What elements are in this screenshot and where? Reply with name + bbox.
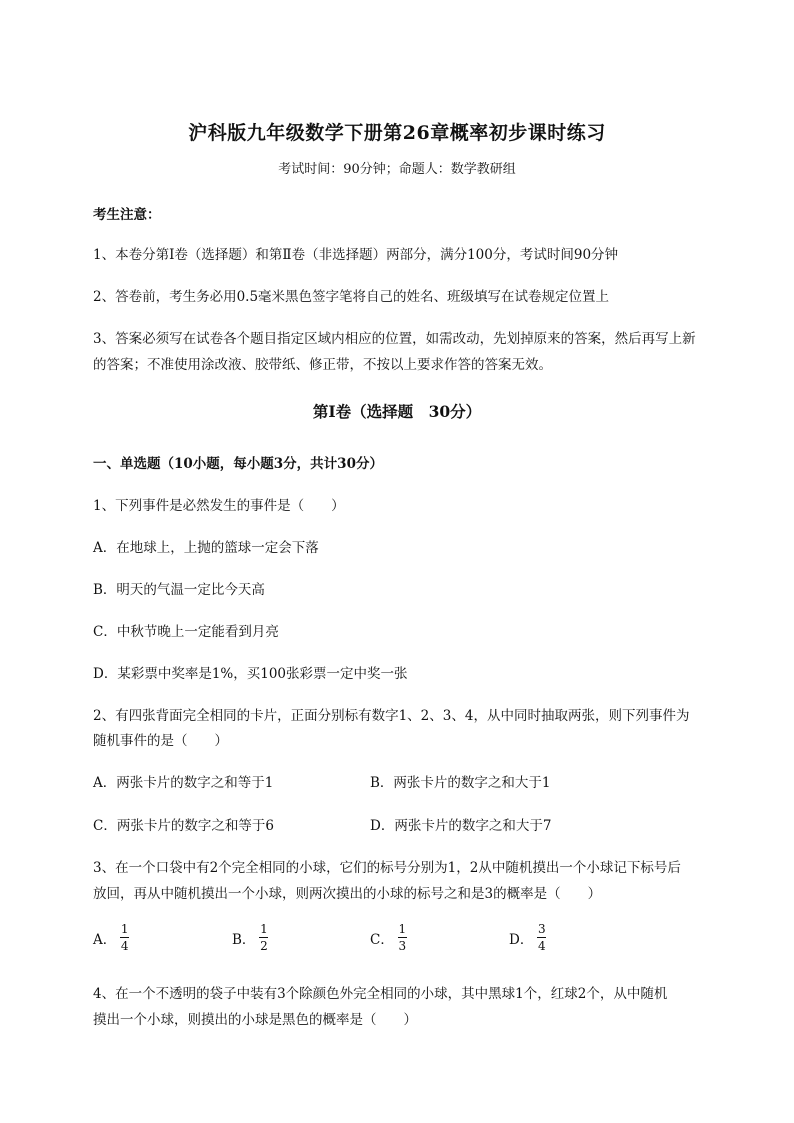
q3-option-b-label: B． [232,931,256,948]
fraction-bar [120,937,129,938]
fraction-denominator: 4 [538,939,546,953]
q3-stem-line2: 放回，再从中随机摸出一个小球，则两次摸出的小球的标号之和是3的概率是（ ） [93,886,602,902]
fraction [120,922,129,953]
notice-item-2: 2、答卷前，考生务必用0.5毫米黑色签字笔将自己的姓名、班级填写在试卷规定位置上 [93,289,610,305]
q3-stem-line1: 3、在一个口袋中有2个完全相同的小球，它们的标号分别为1，2从中随机摸出一个小球记下标号后 [93,860,681,876]
notice-heading: 考生注意： [93,207,161,223]
notice-item-1: 1、本卷分第I卷（选择题）和第Ⅱ卷（非选择题）两部分，满分100分，考试时间90分钟 [93,247,619,263]
q3-option-c [370,922,407,953]
q4-stem-line1: 4、在一个不透明的袋子中装有3个除颜色外完全相同的小球，其中黑球1个，红球2个，从中随机 [93,986,668,1002]
exam-subtitle: 考试时间：90分钟；命题人：数学教研组 [278,162,516,177]
fraction-numerator: 1 [260,922,268,936]
fraction [537,922,546,953]
q1-option-d: D．某彩票中奖率是1%，买100张彩票一定中奖一张 [93,666,408,682]
fraction [259,922,268,953]
q3-option-b [232,922,268,953]
q2-stem-line1: 2、有四张背面完全相同的卡片，正面分别标有数字1、2、3、4，从中同时抽取两张，则下列事件为 [93,708,690,724]
q1-option-b: B．明天的气温一定比今天高 [93,582,265,598]
fraction-bar [537,937,546,938]
q2-option-a: A．两张卡片的数字之和等于1 [93,775,274,791]
part-heading: 一、单选题（10小题，每小题3分，共计30分） [93,456,383,472]
q3-option-c-label: C． [370,931,394,948]
q3-option-a-label: A． [93,931,117,948]
fraction-bar [398,937,407,938]
q2-stem-line2: 随机事件的是（ ） [93,733,228,749]
section-title: 第I卷（选择题 30分） [312,402,482,421]
fraction-denominator: 3 [398,939,407,953]
q3-option-d-label: D． [509,931,534,948]
q2-option-b: B．两张卡片的数字之和大于1 [370,775,551,791]
fraction-denominator: 2 [260,939,268,953]
fraction-numerator: 1 [120,922,129,936]
q1-stem: 1、下列事件是必然发生的事件是（ ） [93,498,345,514]
q3-option-a [93,922,129,953]
fraction-bar [259,937,268,938]
q2-option-d: D．两张卡片的数字之和大于7 [370,818,552,834]
q3-option-d [509,922,546,953]
fraction [398,922,407,953]
fraction-denominator: 4 [120,939,129,953]
fraction-numerator: 3 [538,922,546,936]
notice-item-3-cont: 的答案；不准使用涂改液、胶带纸、修正带，不按以上要求作答的答案无效。 [93,357,552,373]
q1-option-c: C．中秋节晚上一定能看到月亮 [93,624,279,640]
notice-item-3: 3、答案必须写在试卷各个题目指定区域内相应的位置，如需改动，先划掉原来的答案，然后再写上新 [93,331,696,347]
q2-option-c: C．两张卡片的数字之和等于6 [93,818,274,834]
q4-stem-line2: 摸出一个小球，则摸出的小球是黑色的概率是（ ） [93,1012,417,1028]
exam-title: 沪科版九年级数学下册第26章概率初步课时练习 [188,122,606,144]
q1-option-a: A．在地球上，上抛的篮球一定会下落 [93,540,319,556]
fraction-numerator: 1 [398,922,407,936]
